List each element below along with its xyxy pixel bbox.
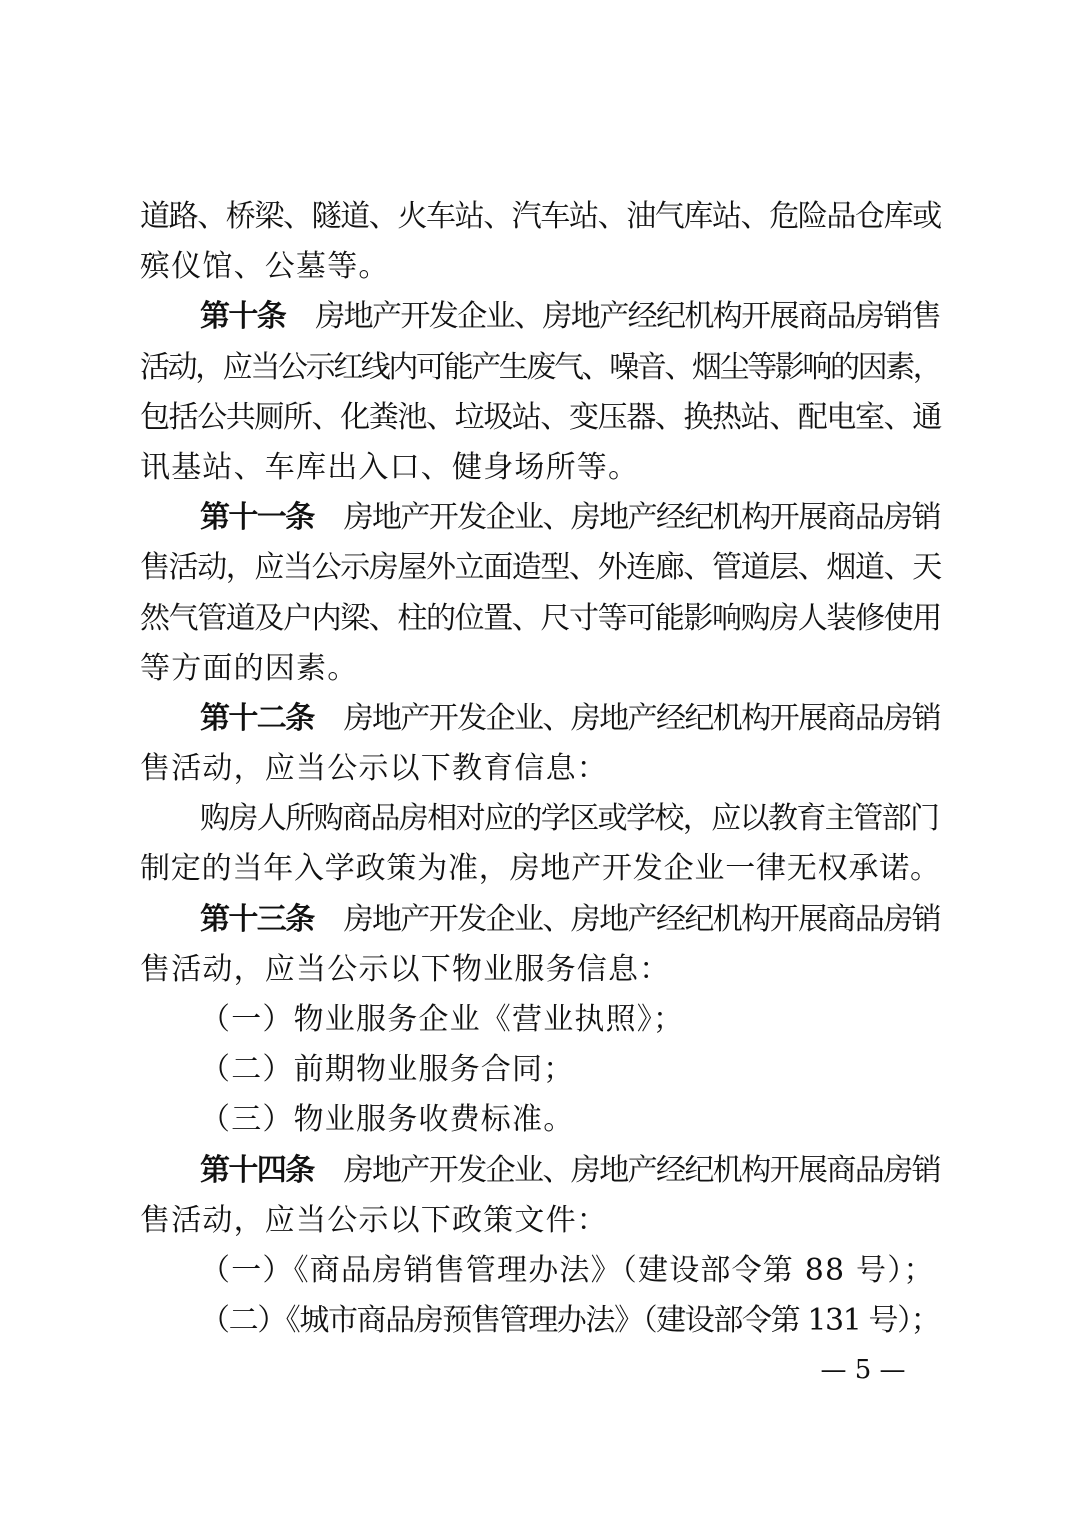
article-text: 房地产开发企业、房地产经纪机构开展商品房销 <box>343 700 941 736</box>
text-line: 售活动，应当公示以下教育信息： <box>140 751 608 787</box>
text-line: 讯基站、车库出入口、健身场所等。 <box>140 449 640 485</box>
text-line: 售活动，应当公示以下物业服务信息： <box>140 951 671 987</box>
article-number: 第十一条 <box>200 500 314 536</box>
list-item: （二）《城市商品房预售管理办法》（建设部令第 131 号）； <box>200 1303 940 1339</box>
text-line: 购房人所购商品房相对应的学区或学校，应以教育主管部门 <box>200 801 939 837</box>
article-number: 第十四条 <box>200 1152 314 1188</box>
text-line: 制定的当年入学政策为准，房地产开发企业一律无权承诺。 <box>140 851 941 887</box>
text-line: 等方面的因素。 <box>140 650 359 686</box>
document-body <box>140 192 940 1346</box>
article-number: 第十条 <box>200 299 286 335</box>
text-line: 售活动，应当公示以下政策文件： <box>140 1202 608 1238</box>
text-line: 殡仪馆、公墓等。 <box>140 249 390 285</box>
article-13 <box>140 895 940 945</box>
text-line: 售活动，应当公示房屋外立面造型、外连廊、管道层、烟道、天 <box>140 550 941 586</box>
article-number: 第十二条 <box>200 700 314 736</box>
article-11 <box>140 493 940 543</box>
list-item: （一）物业服务企业《营业执照》； <box>200 1002 685 1037</box>
page-number: — 5 — <box>820 1355 906 1385</box>
article-10 <box>140 292 940 342</box>
article-text: 房地产开发企业、房地产经纪机构开展商品房销售 <box>315 299 941 335</box>
article-text: 房地产开发企业、房地产经纪机构开展商品房销 <box>343 500 941 536</box>
list-item: （三）物业服务收费标准。 <box>200 1102 575 1138</box>
text-line: 然气管道及户内梁、柱的位置、尺寸等可能影响购房人装修使用 <box>140 600 941 636</box>
text-line: 道路、桥梁、隧道、火车站、汽车站、油气库站、危险品仓库或 <box>140 199 941 234</box>
article-12 <box>140 694 940 744</box>
article-number: 第十三条 <box>200 901 314 937</box>
article-text: 房地产开发企业、房地产经纪机构开展商品房销 <box>343 1152 941 1188</box>
text-line: 包括公共厕所、化粪池、垃圾站、变压器、换热站、配电室、通 <box>140 399 941 435</box>
list-item: （一）《商品房销售管理办法》（建设部令第 88 号）； <box>200 1252 935 1288</box>
article-14 <box>140 1146 940 1196</box>
list-item: （二）前期物业服务合同； <box>200 1052 575 1088</box>
text-line: 活动，应当公示红线内可能产生废气、噪音、烟尘等影响的因素， <box>140 349 941 385</box>
article-text: 房地产开发企业、房地产经纪机构开展商品房销 <box>343 901 941 937</box>
